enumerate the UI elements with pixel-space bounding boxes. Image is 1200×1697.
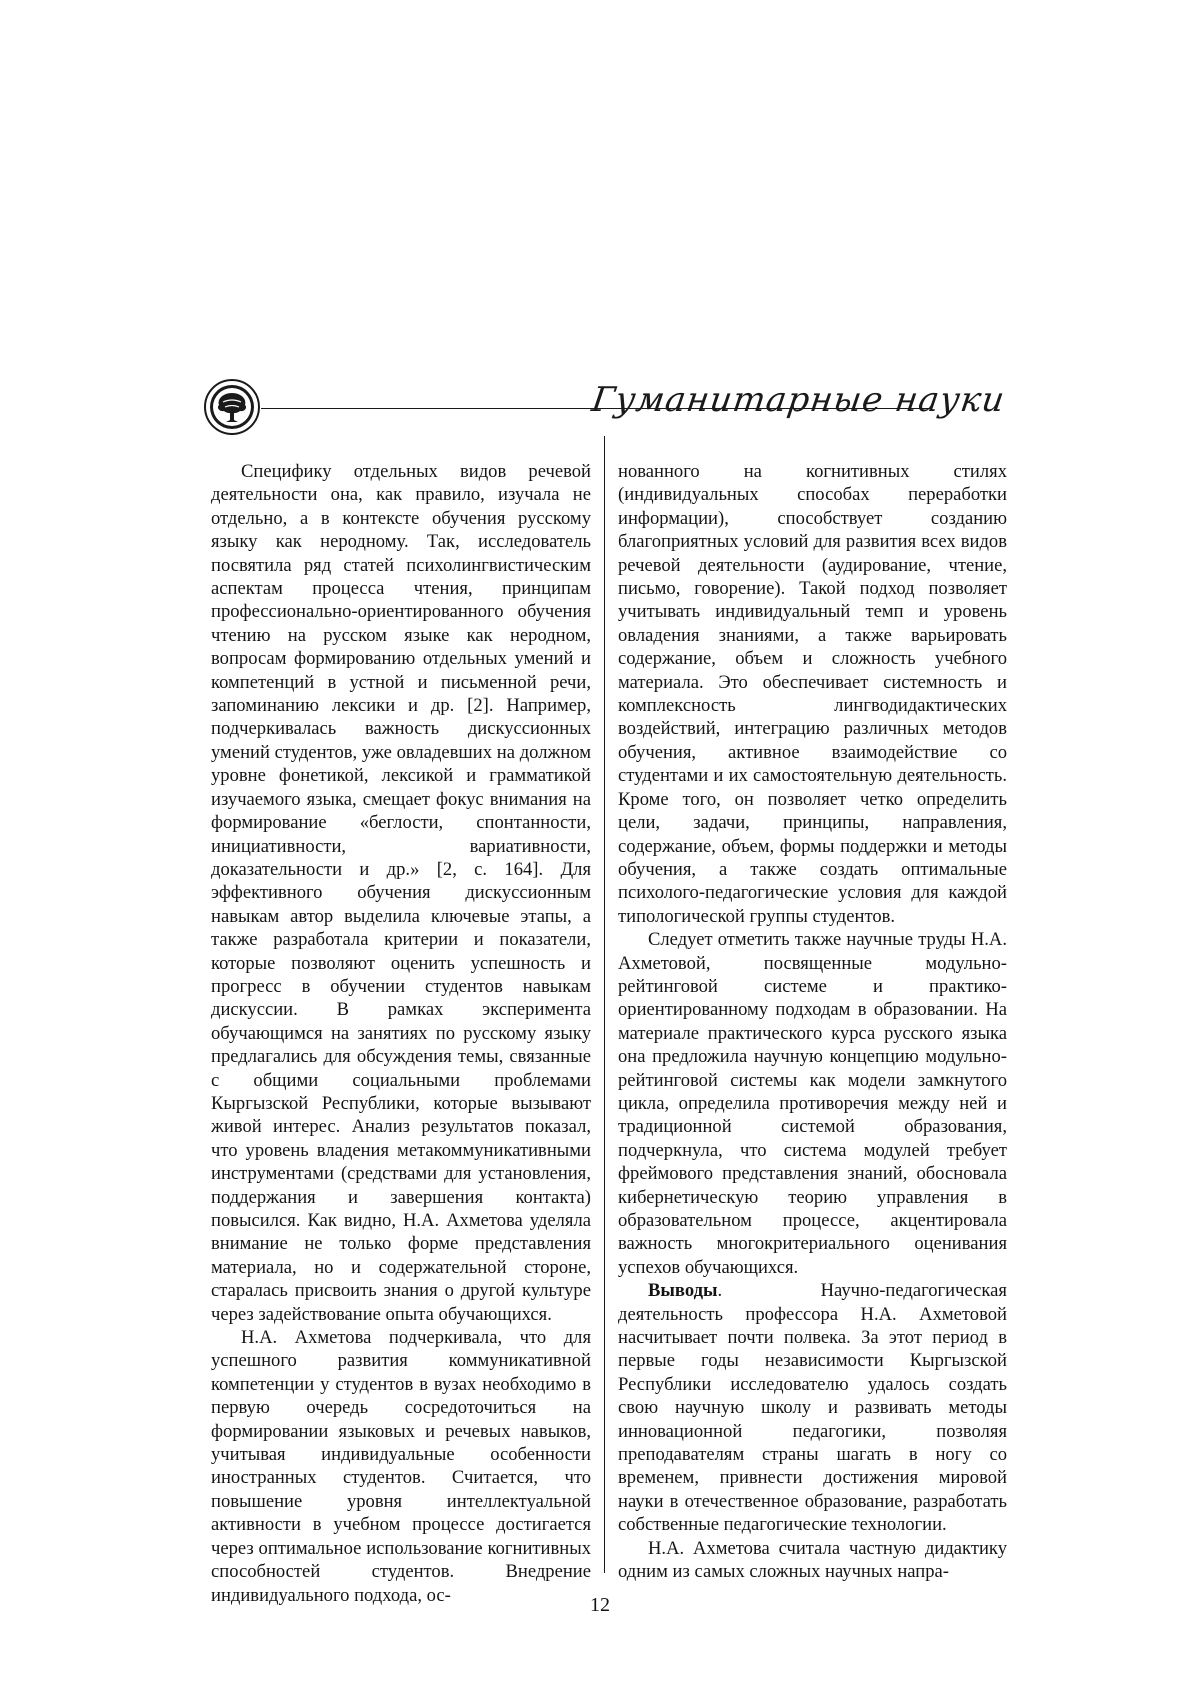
- tree-emblem-icon: [203, 378, 261, 436]
- column-divider: [604, 436, 605, 1573]
- paragraph: Специфику отдельных видов речевой деятельности она, как правило, изучала не отдельно, а в контексте обучения русскому языку как неродному. Так, исследователь посвятила ряд статей психолингвистическим аспектам процесса чтения, принципам профессионально-ориентированного обучения чтению на русском языке как неродном, вопросам формированию отдельных умений и компетенций в устной и письменной речи, запоминанию лексики и др. [2]. Например, подчеркивалась важность дискуссионных умений студентов, уже овладевших на должном уровне фонетикой, лексикой и грамматикой изучаемого языка, смещает фокус внимания на формирование «беглости, спонтанности, инициативности, вариативности, доказательности и др.» [2, с. 164]. Для эффективного обучения дискуссионным навыкам автор выделила ключевые этапы, а также разработала критерии и показатели, которые позволяют оценить успешность и прогресс в обучении студентов навыкам дискуссии. В рамках эксперимента обучающимся на занятиях по русскому языку предлагались для обсуждения темы, связанные с общими социальными проблемами Кыргызской Республики, которые вызывают живой интерес. Анализ результатов показал, что уровень владения метакоммуникативными инструментами (средствами для установления, поддержания и завершения контакта) повысился. Как видно, Н.А. Ахметова уделяла внимание не только форме представления материала, но и содержательной стороне, старалась присвоить знания о другой культуре через задействование опыта обучающихся.: [211, 461, 591, 1325]
- conclusions-text: . Научно-педагогическая деятельность профессора Н.А. Ахметовой насчитывает почти полвека. За этот период в первые годы независимости Кыргызской Республики исследователю удалось создать свою научную школу и развивать методы инновационной педагогики, позволяя преподавателям страны шагать в ногу со временем, привнести достижения мировой науки в отечественное образование, разработать собственные педагогические технологии.: [618, 1280, 1007, 1536]
- paragraph: Н.А. Ахметова считала частную дидактику одним из самых сложных научных напра-: [618, 1537, 1007, 1583]
- paragraph: нованного на когнитивных стилях (индивидуальных способах переработки информации), способствует созданию благоприятных условий для развития всех видов речевой деятельности (аудирование, чтение, письмо, говорение). Такой подход позволяет учитывать индивидуальный темп и уровень овладения знаниями, а также варьировать содержание, объем и сложность учебного материала. Это обеспечивает системность и комплексность лингводидактических воздействий, интеграцию различных методов обучения, активное взаимодействие со студентами и их самостоятельную деятельность. Кроме того, он позволяет четко определить цели, задачи, принципы, направления, содержание, объем, формы поддержки и методы обучения, а также создать оптимальные психолого-педагогические условия для каждой типологической группы студентов.: [618, 461, 1007, 927]
- page-number: 12: [590, 1594, 610, 1616]
- right-column: [618, 460, 1007, 1584]
- running-header: [203, 378, 1008, 440]
- conclusions-paragraph: [618, 1279, 1007, 1536]
- left-column: [211, 460, 591, 1607]
- paragraph: Следует отметить также научные труды Н.А. Ахметовой, посвященные модульно-рейтинговой системе и практико-ориентированному подходам в образовании. На материале практического курса русского языка она предложила научную концепцию модульно-рейтинговой системы как модели замкнутого цикла, определила противоречия между ней и традиционной системой образования, подчеркнула, что система модулей требует фреймового представления знаний, обосновала кибернетическую теорию управления в образовательном процессе, акцентировала важность многокритериального оценивания успехов обучающихся.: [618, 929, 1007, 1278]
- conclusions-label: Выводы: [648, 1280, 718, 1302]
- paragraph: Н.А. Ахметова подчеркивала, что для успешного развития коммуникативной компетенции у студентов в вузах необходимо в первую очередь сосредоточиться на формировании языковых и речевых навыков, учитывая индивидуальные особенности иностранных студентов. Считается, что повышение уровня интеллектуальной активности в учебном процессе достигается через оптимальное использование когнитивных способностей студентов. Внедрение индивидуального подхода, ос-: [211, 1327, 591, 1606]
- section-title: Гуманитарные науки: [589, 380, 1008, 420]
